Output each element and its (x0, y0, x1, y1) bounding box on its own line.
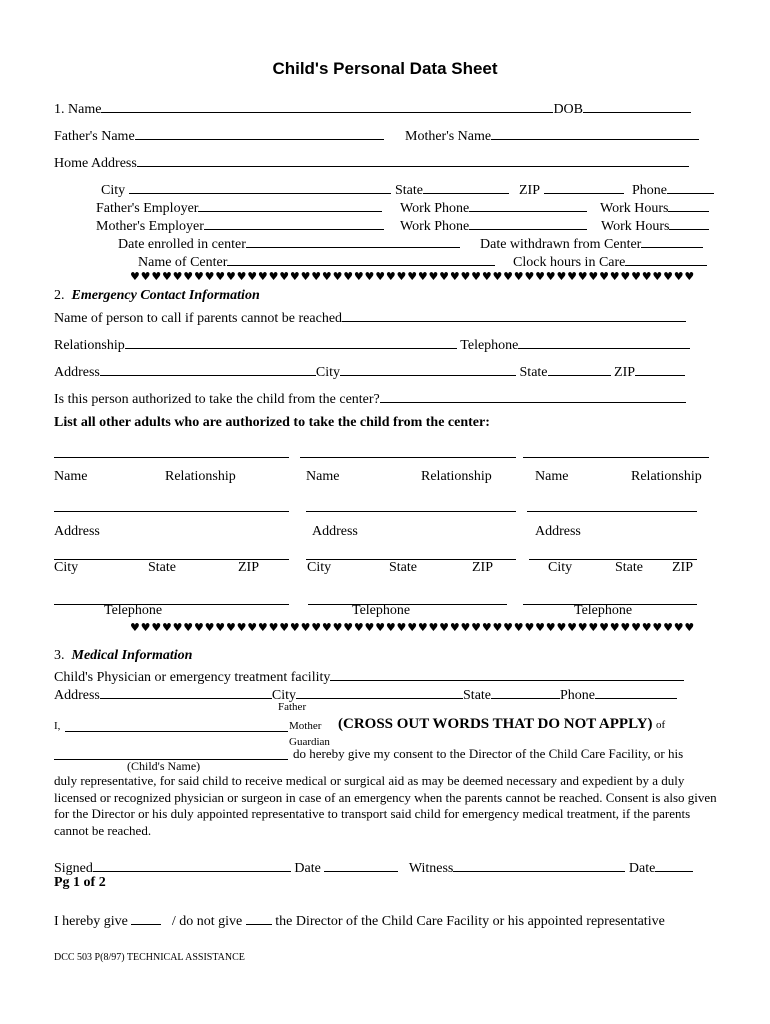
adult-2-state-label: State (389, 560, 417, 575)
section-2-heading (54, 289, 260, 303)
adult-2-zip-label: ZIP (472, 560, 493, 575)
zip-label: ZIP (519, 183, 540, 198)
phone-label: Phone (632, 183, 667, 198)
relationship-field[interactable] (125, 335, 457, 349)
father-work-hours-label: Work Hours (600, 201, 669, 216)
consent-paragraph: duly representative, for said child to receive medical or surgical aid as may be deemed necessary and expedient by a duly licensed or recognized physician or surgeon in case of an emergency when the parents cannot be reached. Consent is also given for the Director or his duly appointed representative to transport said child for emergency medical treatment, if the parents cannot be reached. (54, 773, 717, 838)
physician-state-label: State (463, 688, 492, 703)
home-address-label: Home Address (54, 156, 137, 171)
person-to-call-row (54, 308, 686, 326)
telephone-field[interactable] (518, 335, 690, 349)
physician-city-label: City (271, 688, 297, 703)
adult-1-address-line[interactable] (54, 511, 289, 512)
zip-field[interactable] (544, 180, 624, 194)
physician-label: Child's Physician or emergency treatment facility (54, 670, 331, 685)
section-3-number: 3. (54, 648, 65, 663)
form-footer: DCC 503 P(8/97) TECHNICAL ASSISTANCE (54, 952, 245, 963)
adult-3-name-line[interactable] (523, 457, 709, 458)
contact-state-field[interactable] (548, 362, 611, 376)
childs-name-caption: (Child's Name) (127, 759, 201, 773)
father-work-phone-label: Work Phone (400, 201, 470, 216)
physician-address-row (54, 685, 677, 703)
adult-2-address-label: Address (312, 524, 358, 539)
adult-1-city-label: City (54, 560, 79, 575)
father-work-hours-field[interactable] (668, 198, 709, 212)
signed-date-label: Date (294, 861, 321, 876)
home-address-field[interactable] (137, 153, 689, 167)
signed-field[interactable] (93, 858, 291, 872)
physician-phone-label: Phone (560, 688, 596, 703)
father-option: Father (278, 701, 307, 713)
give-rest-label: the Director of the Child Care Facility or his appointed representative (275, 914, 665, 929)
adult-1-name-label: Name (54, 469, 88, 484)
give-field[interactable] (131, 911, 161, 925)
adult-3-state-label: State (615, 560, 643, 575)
adult-2-name-label: Name (306, 469, 340, 484)
father-name-label: Father's Name (54, 129, 135, 144)
adult-3-telephone-label: Telephone (574, 603, 633, 618)
contact-address-field[interactable] (100, 362, 316, 376)
physician-city-field[interactable] (296, 685, 463, 699)
date-withdrawn-field[interactable] (641, 234, 703, 248)
physician-state-field[interactable] (491, 685, 560, 699)
phone-field[interactable] (667, 180, 714, 194)
give-row (54, 911, 665, 929)
witness-date-field[interactable] (655, 858, 693, 872)
hearts-divider-2: ♥♥♥♥♥♥♥♥♥♥♥♥♥♥♥♥♥♥♥♥♥♥♥♥♥♥♥♥♥♥♥♥♥♥♥♥♥♥♥♥♥♥♥♥♥♥♥♥♥♥♥♥♥ (130, 621, 696, 634)
city-field[interactable] (129, 180, 391, 194)
physician-row (54, 667, 684, 685)
mother-name-field[interactable] (491, 126, 699, 140)
person-to-call-field[interactable] (342, 308, 686, 322)
mother-work-phone-label: Work Phone (400, 219, 470, 234)
do-not-give-label: / do not give (171, 914, 243, 929)
physician-field[interactable] (330, 667, 684, 681)
home-address-row (54, 153, 689, 171)
adult-1-telephone-line[interactable] (54, 604, 289, 605)
adult-3-city-label: City (548, 560, 573, 575)
i-label: I, (54, 720, 61, 732)
contact-state-label: State (519, 365, 548, 380)
center-name-field[interactable] (227, 252, 495, 266)
phone-row (632, 180, 714, 198)
father-employer-field[interactable] (198, 198, 382, 212)
adult-1-relationship-label: Relationship (165, 469, 236, 484)
consent-start: do hereby give my consent to the Director of the Child Care Facility, or his (293, 746, 684, 761)
physician-address-field[interactable] (100, 685, 272, 699)
clock-hours-label: Clock hours in Care (513, 255, 626, 270)
adult-2-address-line[interactable] (306, 511, 516, 512)
witness-label: Witness (408, 861, 454, 876)
mother-name-label: Mother's Name (405, 129, 492, 144)
section-2-number: 2. (54, 288, 65, 303)
section-3-title: Medical Information (71, 648, 193, 663)
signature-row (54, 858, 693, 876)
do-not-give-field[interactable] (246, 911, 272, 925)
cross-out-instruction: (CROSS OUT WORDS THAT DO NOT APPLY) (338, 716, 653, 732)
date-withdrawn-row (480, 234, 703, 252)
mother-employer-label: Mother's Employer (96, 219, 204, 234)
guardian-option: Guardian (289, 736, 330, 748)
adult-3-address-label: Address (535, 524, 581, 539)
father-employer-row (96, 198, 382, 216)
relationship-row (54, 335, 690, 353)
adult-1-zip-label: ZIP (238, 560, 259, 575)
city-label: City (101, 183, 126, 198)
witness-date-label: Date (628, 861, 656, 876)
city-row (101, 180, 391, 198)
adult-3-relationship-label: Relationship (631, 469, 702, 484)
mother-work-hours-row (601, 216, 709, 234)
contact-zip-field[interactable] (635, 362, 685, 376)
dob-field[interactable] (583, 99, 691, 113)
adult-2-name-line[interactable] (300, 457, 516, 458)
telephone-label: Telephone (460, 338, 519, 353)
father-name-row (54, 126, 384, 144)
relationship-label: Relationship (54, 338, 125, 353)
state-row (395, 180, 509, 198)
authorized-field[interactable] (380, 389, 686, 403)
adult-1-state-label: State (148, 560, 176, 575)
clock-hours-field[interactable] (625, 252, 707, 266)
mother-work-hours-label: Work Hours (601, 219, 670, 234)
date-withdrawn-label: Date withdrawn from Center (480, 237, 642, 252)
mother-work-hours-field[interactable] (669, 216, 709, 230)
mother-employer-row (96, 216, 384, 234)
of-label: of (656, 719, 666, 731)
authorized-list-heading: List all other adults who are authorized to take the child from the center: (54, 415, 490, 430)
adult-1-telephone-label: Telephone (104, 603, 163, 618)
parent-name-line[interactable] (65, 731, 288, 732)
authorized-row (54, 389, 686, 407)
contact-city-label: City (315, 365, 341, 380)
mother-work-phone-row (400, 216, 587, 234)
state-field[interactable] (423, 180, 509, 194)
contact-address-row (54, 362, 685, 380)
name-label: 1. Name (54, 102, 102, 117)
adult-3-address-line[interactable] (527, 511, 697, 512)
authorized-question: Is this person authorized to take the child from the center? (54, 392, 380, 407)
cross-out-row (338, 717, 665, 732)
father-name-field[interactable] (135, 126, 384, 140)
dob-label: DOB (553, 102, 583, 117)
adult-2-city-label: City (307, 560, 332, 575)
signed-label: Signed (54, 861, 93, 876)
hereby-give-label: I hereby give (54, 914, 128, 929)
mother-work-phone-field[interactable] (469, 216, 587, 230)
adult-3-zip-label: ZIP (672, 560, 693, 575)
name-field[interactable] (101, 99, 553, 113)
father-work-phone-row (400, 198, 587, 216)
mother-employer-field[interactable] (204, 216, 384, 230)
name-row (54, 99, 691, 117)
adult-2-relationship-label: Relationship (421, 469, 492, 484)
clock-hours-row (513, 252, 707, 270)
hearts-divider: ♥♥♥♥♥♥♥♥♥♥♥♥♥♥♥♥♥♥♥♥♥♥♥♥♥♥♥♥♥♥♥♥♥♥♥♥♥♥♥♥♥♥♥♥♥♥♥♥♥♥♥♥♥ (130, 270, 696, 283)
center-name-row (138, 252, 495, 270)
section-2-title: Emergency Contact Information (71, 288, 260, 303)
date-enrolled-field[interactable] (246, 234, 460, 248)
witness-field[interactable] (453, 858, 625, 872)
adult-2-telephone-label: Telephone (352, 603, 411, 618)
date-enrolled-label: Date enrolled in center (118, 237, 246, 252)
father-employer-label: Father's Employer (96, 201, 199, 216)
page-number: Pg 1 of 2 (54, 875, 106, 890)
adult-1-address-label: Address (54, 524, 100, 539)
state-label: State (395, 183, 423, 198)
contact-address-label: Address (54, 365, 100, 380)
person-to-call-label: Name of person to call if parents cannot be reached (54, 311, 343, 326)
adult-3-name-label: Name (535, 469, 569, 484)
zip-row (519, 180, 624, 198)
contact-zip-label: ZIP (614, 365, 636, 380)
center-name-label: Name of Center (138, 255, 228, 270)
adult-1-name-line[interactable] (54, 457, 289, 458)
signed-date-field[interactable] (324, 858, 398, 872)
father-work-hours-row (600, 198, 709, 216)
contact-city-field[interactable] (340, 362, 516, 376)
physician-address-label: Address (54, 688, 100, 703)
section-3-heading (54, 649, 192, 663)
page-title: Child's Personal Data Sheet (272, 59, 498, 78)
mother-name-row (405, 126, 699, 144)
date-enrolled-row (118, 234, 460, 252)
mother-option: Mother (289, 720, 322, 732)
father-work-phone-field[interactable] (469, 198, 587, 212)
physician-phone-field[interactable] (595, 685, 677, 699)
